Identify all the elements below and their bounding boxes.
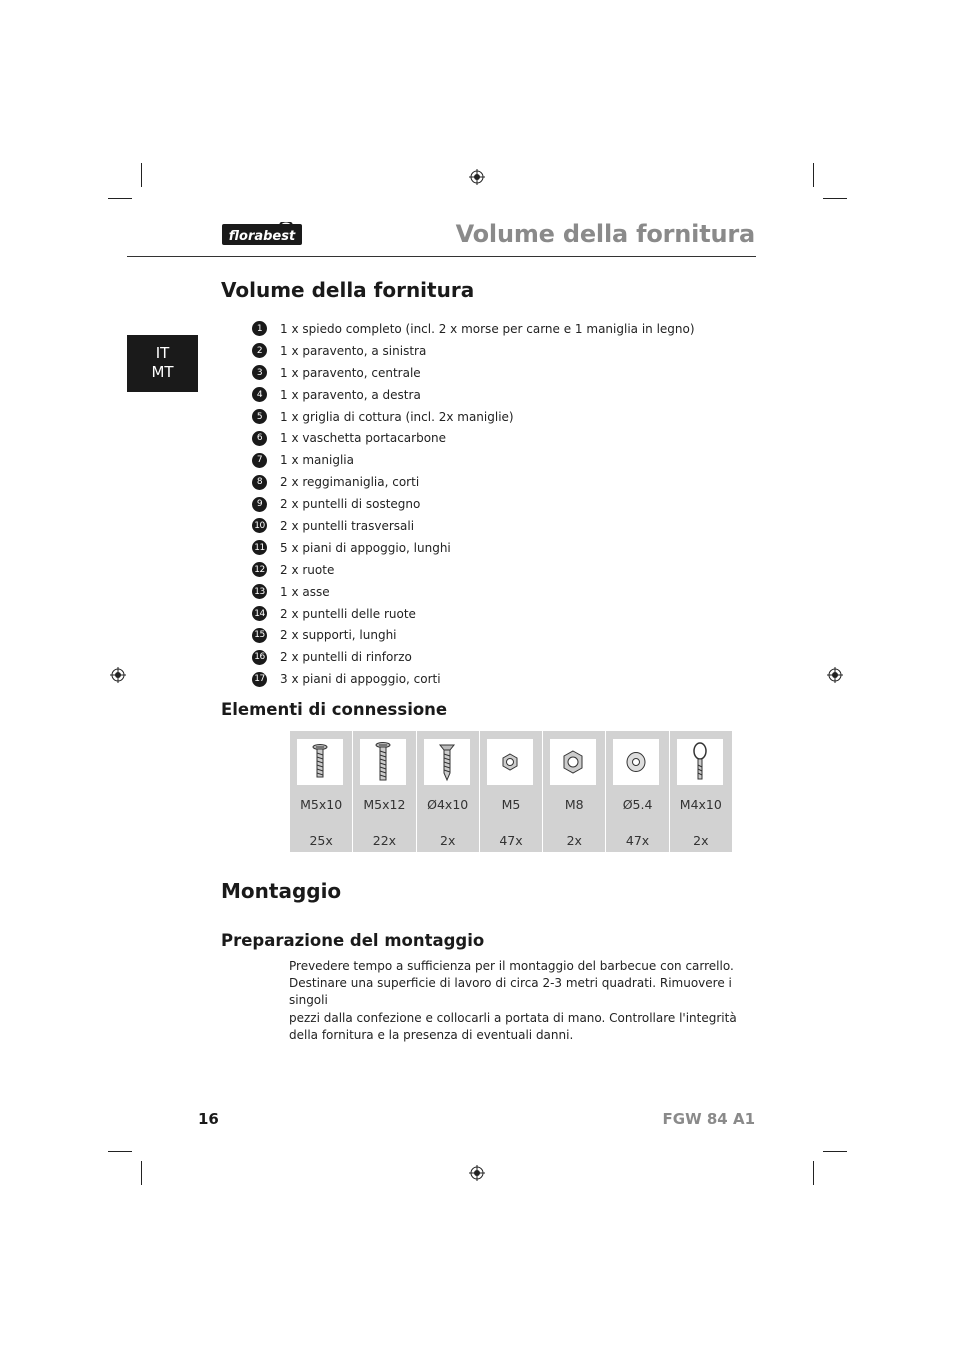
connection-label: Ø5.4: [622, 797, 653, 812]
list-item: [252, 493, 732, 515]
item-number-badge: 4: [252, 387, 267, 402]
item-text: 2 x reggimaniglia, corti: [280, 475, 420, 490]
list-item: [252, 668, 732, 690]
connection-element: [417, 731, 480, 852]
connection-quantity: 2x: [566, 833, 582, 848]
registration-mark-icon: [110, 667, 126, 683]
item-number-badge: 13: [252, 584, 267, 599]
registration-mark-icon: [469, 169, 485, 185]
connection-label: M5x12: [363, 797, 406, 812]
registration-mark-icon: [827, 667, 843, 683]
connection-label: Ø4x10: [427, 797, 469, 812]
crop-mark: [141, 163, 142, 187]
paragraph-line: Prevedere tempo a sufficienza per il montaggio del barbecue con carrello.: [289, 959, 734, 973]
list-item: [252, 449, 732, 471]
item-text: 3 x piani di appoggio, corti: [280, 672, 441, 687]
subsection-title: Elementi di connessione: [221, 700, 448, 719]
list-item: [252, 471, 732, 493]
connection-label: M4x10: [679, 797, 722, 812]
connection-element: [353, 731, 416, 852]
connection-element: [606, 731, 669, 852]
item-number-badge: 14: [252, 606, 267, 621]
item-number-badge: 15: [252, 628, 267, 643]
list-item: [252, 559, 732, 581]
item-text: 1 x vaschetta portacarbone: [280, 431, 447, 446]
item-number-badge: 2: [252, 343, 267, 358]
registration-mark-icon: [469, 1165, 485, 1181]
item-number-badge: 5: [252, 409, 267, 424]
header-divider: [127, 256, 756, 257]
list-item: [252, 318, 732, 340]
item-number-badge: 8: [252, 475, 267, 490]
item-text: 2 x puntelli delle ruote: [280, 606, 416, 621]
connection-quantity: 47x: [499, 833, 523, 848]
item-text: 1 x asse: [280, 584, 330, 599]
wood-screw-icon: [424, 739, 470, 785]
crop-mark: [823, 198, 847, 199]
screw-long-icon: [360, 739, 406, 785]
item-number-badge: 9: [252, 497, 267, 512]
page-header-title: Volume della fornitura: [455, 220, 755, 248]
brand-logo-text: florabest: [228, 229, 296, 244]
item-number-badge: 7: [252, 453, 267, 468]
list-item: [252, 581, 732, 603]
eye-bolt-icon: [677, 739, 723, 785]
list-item: [252, 624, 732, 646]
connection-element: [290, 731, 353, 852]
washer-icon: [613, 739, 659, 785]
item-text: 2 x puntelli di rinforzo: [280, 650, 412, 665]
item-text: 2 x puntelli trasversali: [280, 518, 415, 533]
item-number-badge: 16: [252, 650, 267, 665]
hex-nut-small-icon: [487, 739, 533, 785]
language-code: MT: [151, 363, 174, 381]
parts-list: [252, 318, 732, 690]
connection-element: [543, 731, 606, 852]
connection-quantity: 22x: [372, 833, 397, 848]
item-text: 2 x puntelli di sostegno: [280, 497, 421, 512]
connection-quantity: 25x: [309, 833, 333, 848]
item-number-badge: 1: [252, 321, 267, 336]
connection-quantity: 2x: [693, 833, 709, 848]
crop-mark: [141, 1161, 142, 1185]
language-tab: [127, 335, 198, 392]
item-text: 1 x paravento, a destra: [280, 387, 421, 402]
paragraph-line: Destinare una superficie di lavoro di circa 2-3 metri quadrati. Rimuovere i singoli: [289, 976, 732, 1008]
item-number-badge: 11: [252, 540, 267, 555]
item-number-badge: 12: [252, 562, 267, 577]
item-text: 1 x paravento, centrale: [280, 365, 421, 380]
item-text: 1 x griglia di cottura (incl. 2x maniglie): [280, 409, 514, 424]
item-number-badge: 6: [252, 431, 267, 446]
crop-mark: [108, 1151, 132, 1152]
item-text: 1 x maniglia: [280, 453, 354, 468]
list-item: [252, 537, 732, 559]
paragraph-line: della fornitura e la presenza di eventuali danni.: [289, 1027, 574, 1042]
section-title: Volume della fornitura: [221, 278, 475, 302]
section-title: Montaggio: [221, 879, 342, 903]
brand-logo: [220, 222, 304, 247]
connection-elements-table: [290, 731, 732, 852]
list-item: [252, 646, 732, 668]
model-number: FGW 84 A1: [662, 1110, 755, 1128]
item-number-badge: 17: [252, 672, 267, 687]
connection-quantity: 2x: [440, 833, 456, 848]
subsection-title: Preparazione del montaggio: [221, 931, 485, 950]
page-number: 16: [198, 1110, 219, 1128]
list-item: [252, 340, 732, 362]
connection-label: M5x10: [300, 797, 343, 812]
crop-mark: [813, 163, 814, 187]
crop-mark: [813, 1161, 814, 1185]
item-text: 2 x ruote: [280, 562, 335, 577]
item-text: 5 x piani di appoggio, lunghi: [280, 540, 451, 555]
item-number-badge: 3: [252, 365, 267, 380]
item-number-badge: 10: [252, 518, 267, 533]
connection-label: M5: [501, 797, 521, 812]
body-paragraph: [289, 958, 739, 1044]
crop-mark: [108, 198, 132, 199]
list-item: [252, 384, 732, 406]
list-item: [252, 427, 732, 449]
screw-short-icon: [297, 739, 343, 785]
connection-label: M8: [564, 797, 584, 812]
item-text: 1 x spiedo completo (incl. 2 x morse per carne e 1 maniglia in legno): [280, 321, 695, 336]
list-item: [252, 515, 732, 537]
connection-element: [670, 731, 732, 852]
list-item: [252, 406, 732, 428]
item-text: 2 x supporti, lunghi: [280, 628, 397, 643]
list-item: [252, 362, 732, 384]
connection-element: [480, 731, 543, 852]
hex-nut-large-icon: [550, 739, 596, 785]
paragraph-line: pezzi dalla confezione e collocarli a portata di mano. Controllare l'integrità: [289, 1010, 737, 1025]
list-item: [252, 603, 732, 625]
item-text: 1 x paravento, a sinistra: [280, 343, 427, 358]
connection-quantity: 47x: [625, 833, 650, 848]
crop-mark: [823, 1151, 847, 1152]
language-code: IT: [155, 344, 170, 362]
